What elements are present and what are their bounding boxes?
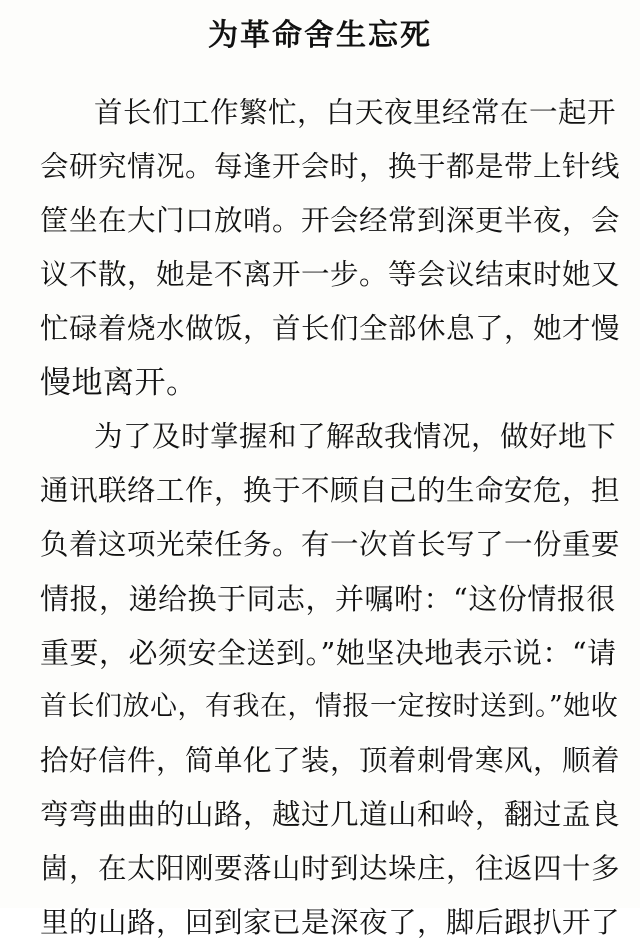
paragraph-2-line-9: 崮，在太阳刚要落山时到达垛庄，往返四十多 (40, 852, 620, 885)
paragraph-1-line-4: 议不散，她是不离开一步。等会议结束时她又 (40, 258, 620, 291)
paragraph-1-line-5: 忙碌着烧水做饭，首长们全部休息了，她才慢 (40, 312, 620, 345)
paragraph-1-line-2: 会研究情况。每逢开会时，换于都是带上针线 (40, 150, 620, 183)
paragraph-2-line-7: 拾好信件，简单化了装，顶着刺骨寒风，顺着 (40, 744, 620, 777)
paragraph-2-line-2: 通讯联络工作，换于不顾自己的生命安危，担 (40, 474, 620, 507)
paragraph-2-line-1: 为了及时掌握和了解敌我情况，做好地下 (94, 420, 617, 453)
paragraph-2-line-4: 情报，递给换于同志，并嘱咐：“这份情报很 (40, 582, 616, 616)
paragraph-1-line-1: 首长们工作繁忙，白天夜里经常在一起开 (94, 96, 617, 129)
paragraph-2-line-3: 负着这项光荣任务。有一次首长写了一份重要 (40, 528, 620, 561)
paragraph-1-line-6: 慢地离开。 (40, 365, 198, 401)
paragraph-2-line-8: 弯弯曲曲的山路，越过几道山和岭，翻过孟良 (40, 798, 620, 831)
paragraph-2-line-10: 里的山路，回到家已是深夜了，脚后跟扒开了 (40, 906, 620, 939)
page-title: 为革命舍生忘死 (208, 18, 432, 53)
paragraph-2-line-6: 首长们放心，有我在，情报一定按时送到。”她收 (40, 691, 619, 722)
paragraph-2-line-5: 重要，必须安全送到。”她坚决地表示说：“请 (40, 636, 617, 670)
paragraph-1-line-3: 筐坐在大门口放哨。开会经常到深更半夜，会 (40, 204, 620, 237)
body-text (40, 86, 620, 950)
